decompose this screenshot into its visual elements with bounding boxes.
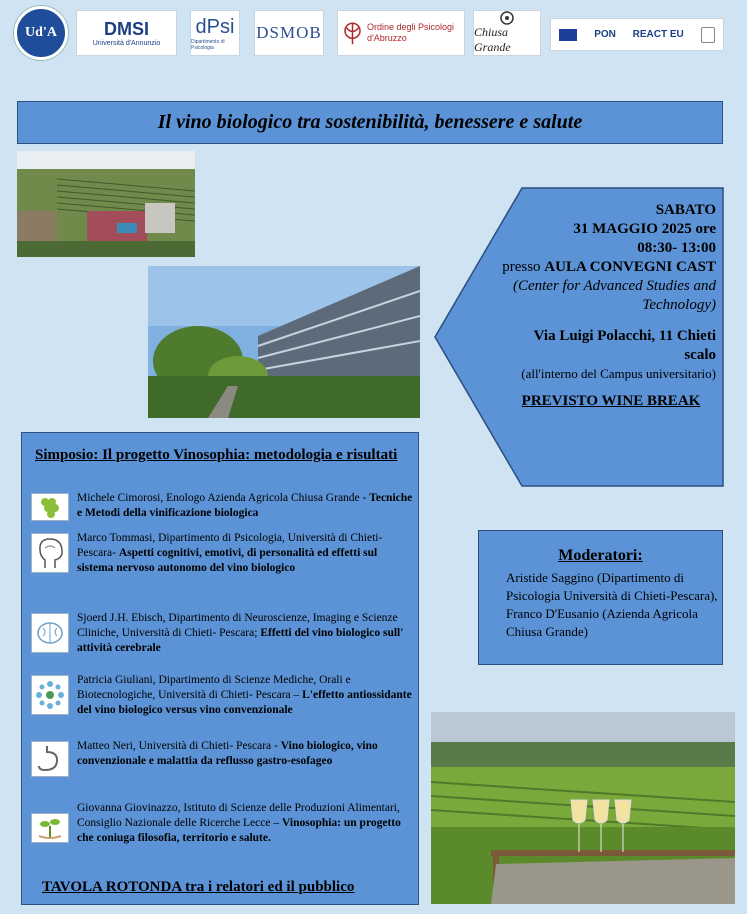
event-info-box	[434, 187, 724, 487]
chiusa-grande-logo	[473, 10, 541, 56]
pon-logo-text: PON	[594, 29, 616, 40]
event-presso: presso	[502, 259, 545, 275]
speaker-info: Michele Cimorosi, Enologo Azienda Agricola Chiusa Grande -	[77, 492, 370, 504]
speaker-topic: Tecniche e Metodi della vinificazione biologica	[77, 492, 413, 519]
event-address-line2: scalo	[684, 347, 716, 363]
chiusa-grande-emblem-icon	[500, 11, 514, 25]
ordine-logo-text: Ordine degli Psicologi d'Abruzzo	[367, 22, 455, 43]
brain-icon	[31, 613, 69, 653]
event-time: 08:30- 13:00	[637, 240, 716, 256]
speaker-info: Patricia Giuliani, Dipartimento di Scienze Mediche, Orali e Biotecnologiche, Università di Chieti- Pescara –	[77, 674, 351, 701]
campus-building-photo	[148, 266, 420, 418]
event-day: SABATO	[655, 202, 716, 218]
speaker-item	[31, 491, 413, 521]
page-title: Il vino biologico tra sostenibilità, benessere e salute	[157, 111, 583, 133]
stomach-icon	[31, 741, 69, 777]
molecule-icon	[31, 675, 69, 715]
aerial-vineyard-photo	[17, 151, 195, 257]
dmsi-logo-sub: Università d'Annunzio	[92, 40, 161, 47]
speaker-topic: Aspetti cognitivi, emotivi, di personalità ed effetti sul sistema nervoso autonomo del vino biologico	[77, 547, 378, 574]
uda-logo-text: Ud'A	[25, 25, 57, 40]
republic-emblem-icon	[701, 27, 715, 43]
speaker-topic: Vinosophia: un progetto che coniuga filosofia, territorio e salute.	[77, 817, 401, 844]
speaker-topic: Vino biologico, vino convenzionale e malattia da reflusso gastro-esofageo	[77, 740, 378, 767]
dpsi-logo-sub: Dipartimento di Psicologia	[191, 38, 225, 51]
eu-funding-logos	[550, 18, 724, 51]
event-address-line1: Via Luigi Polacchi, 11 Chieti	[533, 328, 716, 344]
plant-hand-icon	[31, 813, 69, 843]
moderators-text: Aristide Saggino (Dipartimento di Psicologia Università di Chieti-Pescara), Franco D'Eusanio (Azienda Agricola Chiusa Grande)	[506, 570, 718, 639]
eu-flag-icon	[559, 29, 577, 41]
speaker-topic: L'effetto antiossidante del vino biologico versus vino convenzionale	[77, 689, 412, 716]
dmsi-logo-text: DMSI	[104, 19, 149, 39]
ordine-logo	[337, 10, 465, 56]
grapes-icon	[31, 493, 69, 521]
dsmob-logo-text: DSMOB	[256, 23, 322, 42]
react-eu-logo-text: REACT EU	[632, 29, 684, 40]
dsmob-logo	[254, 10, 324, 56]
speaker-item	[31, 673, 413, 718]
head-profile-icon	[31, 533, 69, 573]
symposium-box	[21, 432, 419, 905]
wine-break-notice: PREVISTO WINE BREAK	[521, 393, 701, 409]
speaker-info: Giovanna Giovinazzo, Istituto di Scienze delle Produzioni Alimentari, Consiglio Nazionale delle Ricerche Lecce –	[77, 802, 400, 829]
title-banner	[17, 101, 723, 144]
uda-logo	[14, 6, 68, 60]
event-campus-note: (all'interno del Campus universitario)	[521, 366, 716, 381]
wine-glasses-vineyard-photo	[431, 712, 735, 904]
speaker-topic: Effetti del vino biologico sull' attività cerebrale	[77, 627, 404, 654]
chiusa-grande-logo-text: Chiusa Grande	[474, 25, 511, 54]
symposium-title: Simposio: Il progetto Vinosophia: metodologia e risultati	[35, 447, 398, 463]
speaker-info: Matteo Neri, Università di Chieti- Pescara -	[77, 740, 281, 752]
dmsi-logo	[76, 10, 177, 56]
speaker-info: Marco Tommasi, Dipartimento di Psicologia, Università di Chieti- Pescara-	[77, 532, 383, 559]
speaker-item	[31, 739, 413, 777]
event-date: 31 MAGGIO 2025 ore	[573, 221, 716, 237]
moderators-title: Moderatori:	[558, 547, 643, 564]
speaker-item	[31, 801, 413, 846]
speaker-info: Sjoerd J.H. Ebisch, Dipartimento di Neuroscienze, Imaging e Scienze Cliniche, Università di Chieti- Pescara;	[77, 612, 398, 639]
dpsi-logo	[190, 10, 240, 56]
speaker-item	[31, 611, 413, 656]
round-table-notice: TAVOLA ROTONDA tra i relatori ed il pubblico	[42, 879, 355, 895]
event-venue: AULA CONVEGNI CAST	[544, 259, 716, 275]
event-venue-detail: (Center for Advanced Studies and Technology)	[512, 278, 716, 313]
speaker-item	[31, 531, 413, 576]
moderators-box	[478, 530, 723, 665]
dpsi-logo-text: dPsi	[195, 15, 235, 38]
ordine-emblem-icon	[342, 16, 363, 50]
